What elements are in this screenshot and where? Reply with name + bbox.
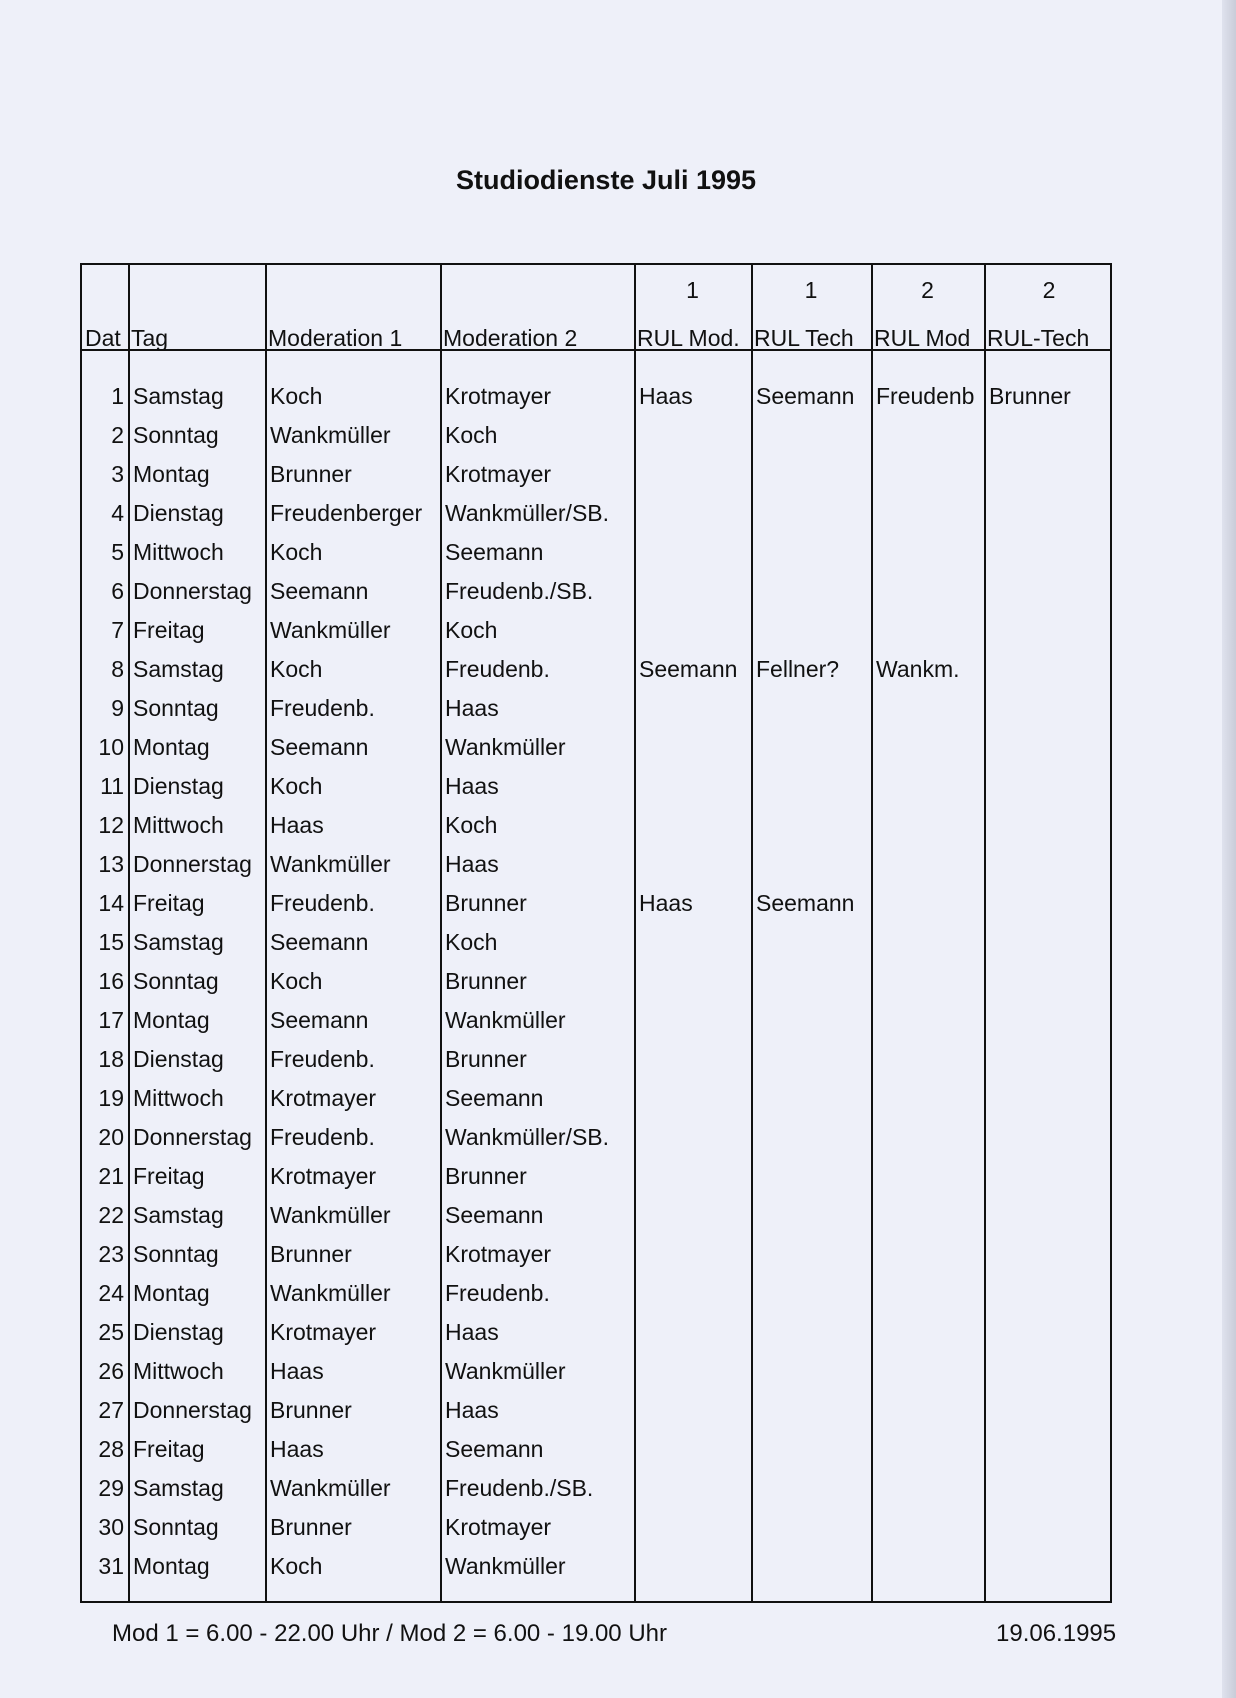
cell-moderation-1: Wankmüller xyxy=(270,1475,391,1501)
cell-dat: 7 xyxy=(111,617,124,643)
cell-moderation-2: Haas xyxy=(445,695,499,721)
cell-dat: 1 xyxy=(111,383,124,409)
cell-dat: 2 xyxy=(111,422,124,448)
cell-moderation-2: Seemann xyxy=(445,1202,544,1228)
cell-moderation-2: Koch xyxy=(445,929,498,955)
cell-moderation-1: Haas xyxy=(270,1436,324,1462)
cell-moderation-2: Krotmayer xyxy=(445,461,552,487)
column-divider xyxy=(440,265,442,1601)
cell-dat: 6 xyxy=(111,578,124,604)
column-divider xyxy=(265,265,267,1601)
cell-moderation-2: Brunner xyxy=(445,1163,527,1189)
cell-tag: Montag xyxy=(133,461,210,487)
cell-dat: 28 xyxy=(98,1436,124,1462)
cell-moderation-1: Freudenb. xyxy=(270,890,375,916)
column-divider xyxy=(634,265,636,1601)
cell-moderation-2: Brunner xyxy=(445,890,527,916)
cell-tag: Mittwoch xyxy=(133,812,224,838)
cell-tag: Samstag xyxy=(133,1475,224,1501)
cell-moderation-1: Krotmayer xyxy=(270,1319,377,1345)
cell-moderation-1: Freudenb. xyxy=(270,1124,375,1150)
cell-rul2-mod: Freudenb xyxy=(876,383,975,409)
cell-rul1-mod: Seemann xyxy=(639,656,738,682)
cell-tag: Montag xyxy=(133,734,210,760)
cell-dat: 11 xyxy=(100,773,124,799)
header-rul2-mod: RUL Mod xyxy=(874,325,971,351)
page-edge xyxy=(1222,0,1236,1698)
cell-tag: Montag xyxy=(133,1553,210,1579)
cell-dat: 19 xyxy=(98,1085,124,1111)
cell-tag: Montag xyxy=(133,1280,210,1306)
cell-tag: Freitag xyxy=(133,1436,205,1462)
cell-moderation-1: Koch xyxy=(270,968,323,994)
cell-moderation-1: Wankmüller xyxy=(270,422,391,448)
cell-moderation-1: Wankmüller xyxy=(270,617,391,643)
header-tag: Tag xyxy=(131,325,169,351)
rul-group-number: 1 xyxy=(804,277,818,303)
cell-dat: 9 xyxy=(111,695,124,721)
cell-dat: 22 xyxy=(98,1202,124,1228)
hours-note: Mod 1 = 6.00 - 22.00 Uhr / Mod 2 = 6.00 - 19.00 Uhr xyxy=(112,1620,667,1647)
cell-moderation-2: Seemann xyxy=(445,1085,544,1111)
cell-tag: Sonntag xyxy=(133,695,219,721)
cell-tag: Donnerstag xyxy=(133,851,252,877)
cell-tag: Samstag xyxy=(133,1202,224,1228)
cell-dat: 16 xyxy=(98,968,124,994)
cell-moderation-2: Krotmayer xyxy=(445,383,552,409)
rul-group-number: 2 xyxy=(1042,277,1056,303)
cell-dat: 24 xyxy=(98,1280,124,1306)
cell-tag: Sonntag xyxy=(133,422,219,448)
header-moderation-2: Moderation 2 xyxy=(443,325,578,351)
cell-tag: Sonntag xyxy=(133,968,219,994)
cell-rul1-tech: Fellner? xyxy=(756,656,840,682)
cell-moderation-2: Wankmüller xyxy=(445,1553,566,1579)
column-divider xyxy=(128,265,130,1601)
cell-dat: 14 xyxy=(98,890,124,916)
cell-moderation-2: Freudenb./SB. xyxy=(445,578,594,604)
cell-moderation-2: Koch xyxy=(445,617,498,643)
cell-moderation-2: Haas xyxy=(445,773,499,799)
column-divider xyxy=(751,265,753,1601)
cell-moderation-2: Wankmüller/SB. xyxy=(445,500,610,526)
cell-rul1-tech: Seemann xyxy=(756,890,855,916)
rul-group-number: 1 xyxy=(686,277,699,303)
cell-dat: 18 xyxy=(98,1046,124,1072)
cell-moderation-1: Haas xyxy=(270,1358,324,1384)
cell-dat: 12 xyxy=(98,812,124,838)
cell-moderation-2: Krotmayer xyxy=(445,1514,552,1540)
header-rul1-mod: RUL Mod. xyxy=(637,325,740,351)
cell-rul1-mod: Haas xyxy=(639,383,693,409)
cell-moderation-2: Wankmüller xyxy=(445,1358,566,1384)
cell-tag: Dienstag xyxy=(133,500,224,526)
document-date: 19.06.1995 xyxy=(996,1620,1117,1647)
cell-moderation-1: Seemann xyxy=(270,1007,369,1033)
cell-moderation-2: Freudenb./SB. xyxy=(445,1475,594,1501)
cell-tag: Samstag xyxy=(133,929,224,955)
column-divider xyxy=(984,265,986,1601)
cell-moderation-1: Freudenberger xyxy=(270,500,423,526)
cell-tag: Dienstag xyxy=(133,773,224,799)
cell-dat: 29 xyxy=(98,1475,124,1501)
duty-roster-table xyxy=(80,263,1112,1603)
cell-tag: Donnerstag xyxy=(133,578,252,604)
cell-moderation-2: Wankmüller/SB. xyxy=(445,1124,610,1150)
cell-tag: Samstag xyxy=(133,656,224,682)
rul-group-number: 2 xyxy=(921,277,934,303)
cell-rul1-tech: Seemann xyxy=(756,383,855,409)
cell-dat: 30 xyxy=(98,1514,124,1540)
cell-moderation-2: Seemann xyxy=(445,539,544,565)
cell-tag: Donnerstag xyxy=(133,1397,252,1423)
header-dat: Dat xyxy=(85,325,121,351)
cell-tag: Montag xyxy=(133,1007,210,1033)
cell-tag: Donnerstag xyxy=(133,1124,252,1150)
cell-rul2-mod: Wankm. xyxy=(876,656,960,682)
cell-moderation-1: Brunner xyxy=(270,1514,352,1540)
cell-moderation-2: Brunner xyxy=(445,1046,527,1072)
header-moderation-1: Moderation 1 xyxy=(268,325,403,351)
cell-moderation-2: Haas xyxy=(445,1397,499,1423)
cell-moderation-2: Brunner xyxy=(445,968,527,994)
cell-rul1-mod: Haas xyxy=(639,890,693,916)
cell-dat: 3 xyxy=(111,461,124,487)
cell-moderation-2: Freudenb. xyxy=(445,656,550,682)
cell-moderation-2: Seemann xyxy=(445,1436,544,1462)
cell-moderation-1: Seemann xyxy=(270,929,369,955)
cell-moderation-1: Brunner xyxy=(270,461,352,487)
cell-dat: 5 xyxy=(111,539,124,565)
header-rul1-tech: RUL Tech xyxy=(754,325,854,351)
cell-dat: 27 xyxy=(98,1397,124,1423)
cell-tag: Sonntag xyxy=(133,1241,219,1267)
column-divider xyxy=(871,265,873,1601)
cell-moderation-1: Brunner xyxy=(270,1397,352,1423)
cell-moderation-1: Koch xyxy=(270,773,323,799)
cell-moderation-2: Koch xyxy=(445,422,498,448)
cell-dat: 21 xyxy=(98,1163,124,1189)
cell-moderation-2: Haas xyxy=(445,851,499,877)
cell-tag: Samstag xyxy=(133,383,224,409)
cell-dat: 10 xyxy=(98,734,124,760)
header-rul2-tech: RUL-Tech xyxy=(987,325,1090,351)
cell-tag: Mittwoch xyxy=(133,1358,224,1384)
cell-moderation-1: Koch xyxy=(270,539,323,565)
cell-moderation-1: Haas xyxy=(270,812,324,838)
cell-moderation-1: Seemann xyxy=(270,578,369,604)
cell-moderation-2: Wankmüller xyxy=(445,734,566,760)
cell-moderation-1: Koch xyxy=(270,656,323,682)
cell-moderation-1: Wankmüller xyxy=(270,851,391,877)
cell-dat: 23 xyxy=(98,1241,124,1267)
cell-tag: Sonntag xyxy=(133,1514,219,1540)
cell-moderation-1: Koch xyxy=(270,1553,323,1579)
cell-moderation-1: Brunner xyxy=(270,1241,352,1267)
cell-dat: 26 xyxy=(98,1358,124,1384)
cell-moderation-2: Haas xyxy=(445,1319,499,1345)
cell-dat: 13 xyxy=(98,851,124,877)
cell-moderation-1: Seemann xyxy=(270,734,369,760)
cell-moderation-2: Wankmüller xyxy=(445,1007,566,1033)
cell-moderation-2: Freudenb. xyxy=(445,1280,550,1306)
document-title: Studiodienste Juli 1995 xyxy=(455,165,757,195)
cell-dat: 17 xyxy=(98,1007,124,1033)
cell-moderation-2: Koch xyxy=(445,812,498,838)
cell-moderation-1: Freudenb. xyxy=(270,695,375,721)
cell-moderation-1: Wankmüller xyxy=(270,1280,391,1306)
cell-dat: 15 xyxy=(98,929,124,955)
cell-moderation-1: Krotmayer xyxy=(270,1085,377,1111)
cell-moderation-1: Wankmüller xyxy=(270,1202,391,1228)
cell-tag: Freitag xyxy=(133,617,205,643)
cell-moderation-1: Koch xyxy=(270,383,323,409)
cell-tag: Mittwoch xyxy=(133,539,224,565)
cell-dat: 20 xyxy=(98,1124,124,1150)
cell-tag: Freitag xyxy=(133,1163,205,1189)
cell-dat: 25 xyxy=(98,1319,124,1345)
cell-moderation-2: Krotmayer xyxy=(445,1241,552,1267)
cell-dat: 4 xyxy=(111,500,124,526)
cell-rul2-tech: Brunner xyxy=(989,383,1071,409)
cell-tag: Dienstag xyxy=(133,1319,224,1345)
cell-moderation-1: Freudenb. xyxy=(270,1046,375,1072)
cell-moderation-1: Krotmayer xyxy=(270,1163,377,1189)
cell-tag: Mittwoch xyxy=(133,1085,224,1111)
cell-tag: Dienstag xyxy=(133,1046,224,1072)
cell-dat: 8 xyxy=(111,656,124,682)
cell-tag: Freitag xyxy=(133,890,205,916)
cell-dat: 31 xyxy=(98,1553,124,1579)
